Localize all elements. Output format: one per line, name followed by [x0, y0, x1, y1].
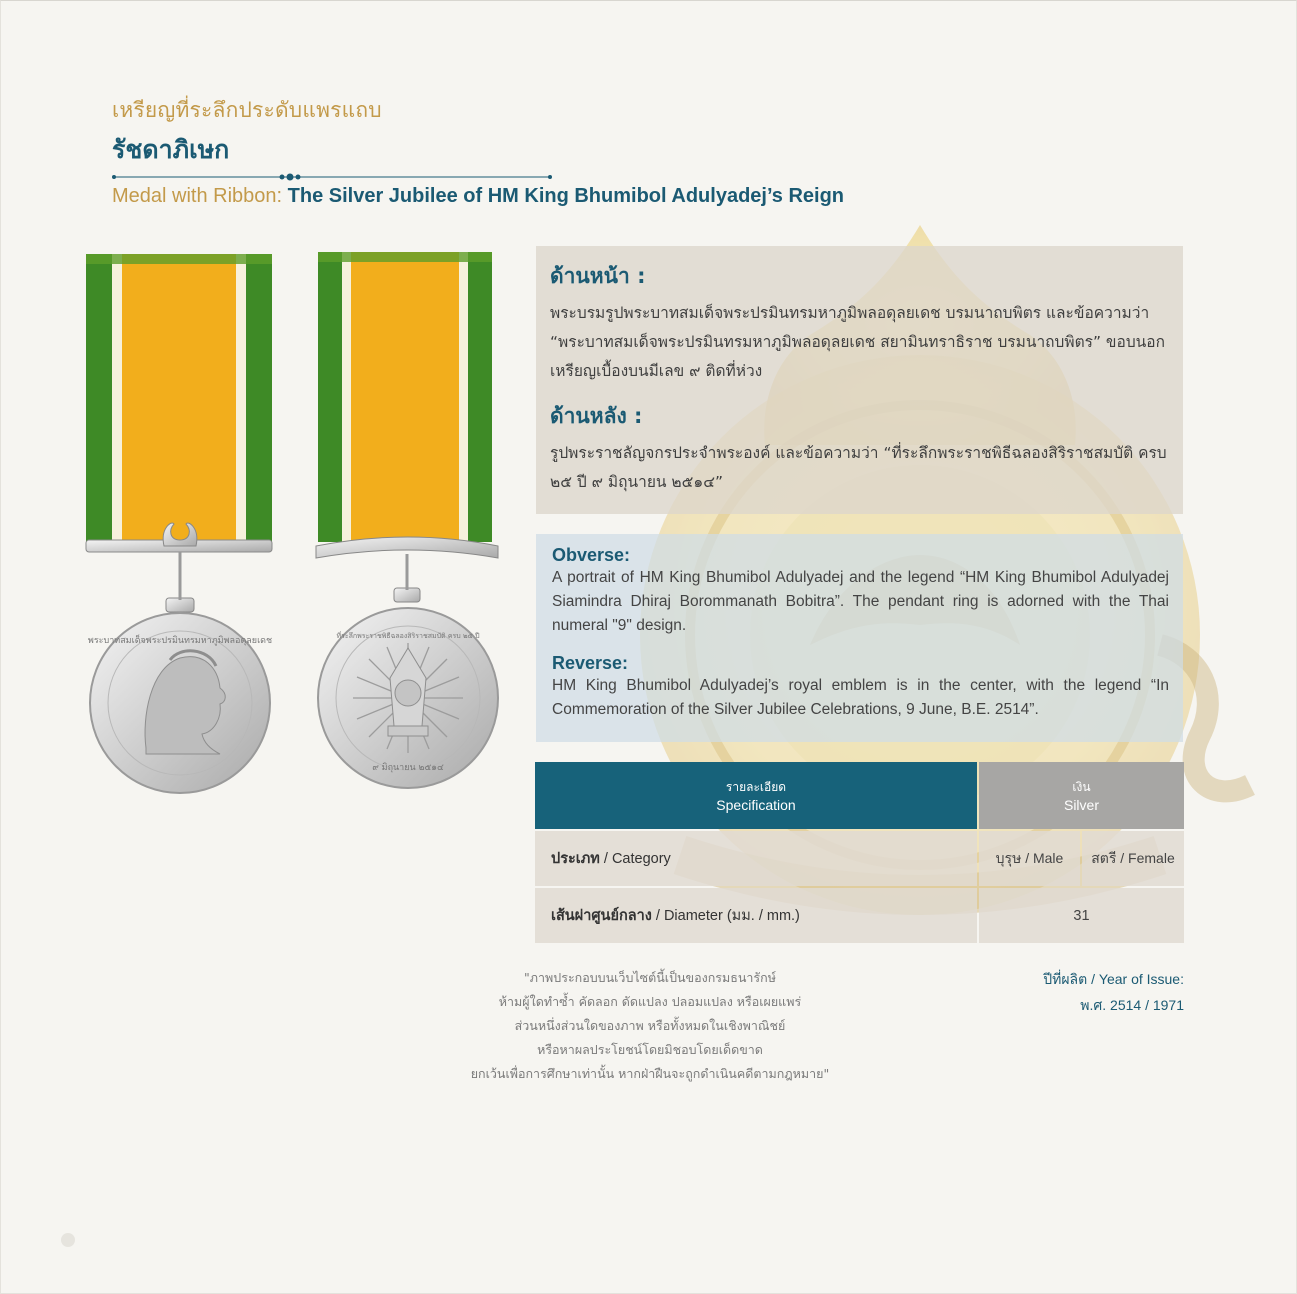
category-female-cell: สตรี / Female — [1082, 831, 1184, 886]
page-title-thai: เหรียญที่ระลึกประดับแพรแถบ — [112, 98, 382, 122]
diameter-label-cell — [535, 888, 977, 943]
thai-obverse-text: พระบรมรูปพระบาทสมเด็จพระปรมินทรมหาภูมิพลอดุลยเดช บรมนาถบพิตร และข้อความว่า “พระบาทสมเด็จพระปรมินทรมหาภูมิพลอดุลยเดช สยามินทราธิราช บรมนาถบพิตร” ขอบนอกเหรียญเบื้องบนมีเลข ๙ ติดที่ห่วง — [550, 304, 1165, 380]
material-header-english: Silver — [1063, 796, 1099, 813]
medal-reverse-image — [308, 248, 508, 808]
diameter-value-cell: 31 — [979, 888, 1184, 943]
medal-obverse-image — [80, 248, 280, 808]
page-title-english — [112, 185, 844, 208]
copyright-line: ห้ามผู้ใดทำซ้ำ คัดลอก ดัดแปลง ปลอมแปลง หรือเผยแพร่ — [498, 994, 802, 1009]
thai-description-panel — [536, 246, 1183, 514]
page-corner-mark-icon — [58, 1230, 78, 1250]
diameter-label-thai: เส้นผ่าศูนย์กลาง — [551, 908, 652, 924]
spec-header-cell — [535, 762, 977, 829]
diameter-label-english: / Diameter — [655, 907, 723, 924]
spec-header-english: Specification — [716, 796, 796, 813]
english-obverse-text: A portrait of HM King Bhumibol Adulyadej and the legend “HM King Bhumibol Adulyadej Siamindra Dhiraj Borommanath Bobitra”. The pendant ring is adorned with the Thai numeral "9" design. — [552, 569, 1169, 634]
thai-obverse-heading: ด้านหน้า : — [550, 264, 646, 288]
category-label-cell — [535, 831, 977, 886]
medal-back-legend: ที่ระลึกพระราชพิธีฉลองสิริราชสมบัติ ครบ ๒๕ ปี — [336, 632, 480, 640]
copyright-line: ยกเว้นเพื่อการศึกษาเท่านั้น หากฝ่าฝืนจะถูกดำเนินคดีตามกฎหมาย" — [470, 1066, 830, 1081]
specification-table — [535, 762, 1184, 943]
ornament-divider — [112, 172, 552, 182]
year-label: ปีที่ผลิต / Year of Issue: — [1043, 971, 1184, 987]
copyright-line: "ภาพประกอบบนเว็บไซต์นี้เป็นของกรมธนารักษ์ — [524, 970, 776, 985]
english-obverse-heading: Obverse: — [552, 545, 631, 565]
thai-reverse-heading: ด้านหลัง : — [550, 404, 643, 428]
title-en-prefix: Medal with Ribbon: — [112, 185, 283, 207]
copyright-line: หรือหาผลประโยชน์โดยมิชอบโดยเด็ดขาด — [537, 1042, 763, 1057]
copyright-line: ส่วนหนึ่งส่วนใดของภาพ หรือทั้งหมดในเชิงพาณิชย์ — [514, 1018, 786, 1033]
title-en-name: The Silver Jubilee of HM King Bhumibol Adulyadej’s Reign — [287, 185, 845, 207]
year-value: พ.ศ. 2514 / 1971 — [1080, 997, 1184, 1013]
thai-reverse-text: รูปพระราชลัญจกรประจำพระองค์ และข้อความว่า “ที่ระลึกพระราชพิธีฉลองสิริราชสมบัติ ครบ ๒๕ ปี ๙ มิถุนายน ๒๕๑๔” — [550, 444, 1167, 491]
english-reverse-heading: Reverse: — [552, 653, 629, 673]
page-subtitle-thai: รัชดาภิเษก — [112, 135, 230, 164]
category-label-english: / Category — [603, 850, 671, 867]
year-of-issue — [960, 966, 1184, 1018]
spec-header-thai: รายละเอียด — [725, 779, 787, 794]
medal-front-legend: พระบาทสมเด็จพระปรมินทรมหาภูมิพลอดุลยเดช — [87, 636, 273, 646]
copyright-notice — [440, 966, 860, 1086]
english-reverse-text: HM King Bhumibol Adulyadej’s royal emblem is in the center, with the legend “In Commemoration of the Silver Jubilee Celebrations, 9 June, B.E. 2514”. — [552, 677, 1169, 718]
material-header-cell — [979, 762, 1184, 829]
material-header-thai: เงิน — [1072, 779, 1091, 794]
english-description-panel — [536, 534, 1183, 742]
medal-back-date: ๙ มิถุนายน ๒๕๑๔ — [372, 763, 444, 773]
category-label-thai: ประเภท — [551, 851, 600, 867]
category-male-cell: บุรุษ / Male — [979, 831, 1080, 886]
diameter-unit: (มม. / mm.) — [726, 908, 800, 924]
